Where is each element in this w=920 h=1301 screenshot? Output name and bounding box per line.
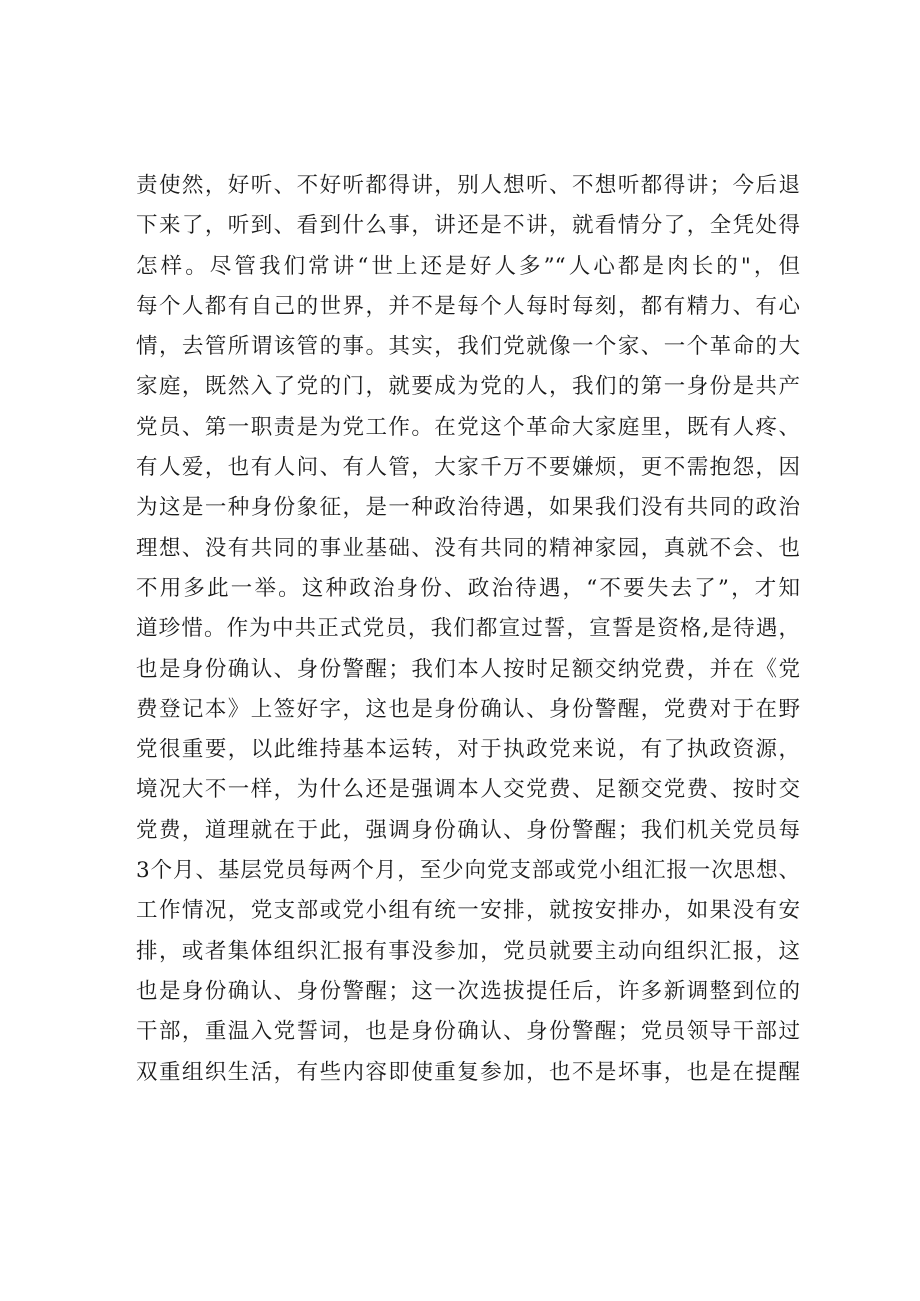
- text-line: 工作情况，党支部或党小组有统一安排，就按安排办，如果没有安: [136, 898, 800, 924]
- text-line: 不用多此一举。这种政治身份、政治待遇，“不要失去了”，才知: [136, 575, 800, 601]
- text-line: 理想、没有共同的事业基础、没有共同的精神家园，真就不会、也: [136, 535, 800, 561]
- text-line: 党员、第一职责是为党工作。在党这个革命大家庭里，既有人疼、: [136, 414, 800, 440]
- text-line: 为这是一种身份象征，是一种政治待遇，如果我们没有共同的政治: [136, 495, 800, 521]
- body-paragraph: [136, 166, 800, 1093]
- text-line: 也是身份确认、身份警醒；我们本人按时足额交纳党费，并在《党: [136, 656, 800, 682]
- text-line: 境况大不一样，为什么还是强调本人交党费、足额交党费、按时交: [136, 777, 800, 803]
- text-line: 3个月、基层党员每两个月，至少向党支部或党小组汇报一次思想、: [136, 858, 800, 884]
- text-line: 排，或者集体组织汇报有事没参加，党员就要主动向组织汇报，这: [136, 938, 800, 964]
- text-line: 怎样。尽管我们常讲“世上还是好人多”“人心都是肉长的"，但: [136, 253, 800, 279]
- text-line: 情，去管所谓该管的事。其实，我们党就像一个家、一个革命的大: [136, 334, 800, 360]
- text-line: 干部，重温入党誓词，也是身份确认、身份警醒；党员领导干部过: [136, 1019, 800, 1045]
- text-line: 每个人都有自己的世界，并不是每个人每时每刻，都有精力、有心: [136, 293, 800, 319]
- text-line: 党费，道理就在于此，强调身份确认、身份警醒；我们机关党员每: [136, 817, 800, 843]
- text-line: 家庭，既然入了党的门，就要成为党的人，我们的第一身份是共产: [136, 374, 800, 400]
- text-line: 费登记本》上签好字，这也是身份确认、身份警醒，党费对于在野: [136, 696, 800, 722]
- text-line: 责使然，好听、不好听都得讲，别人想听、不想听都得讲；今后退: [136, 173, 800, 198]
- text-line: 有人爱，也有人问、有人管，大家千万不要嫌烦，更不需抱怨，因: [136, 455, 800, 481]
- text-line: 党很重要，以此维持基本运转，对于执政党来说，有了执政资源，: [136, 737, 800, 763]
- text-line: 下来了，听到、看到什么事，讲还是不讲，就看情分了，全凭处得: [136, 213, 800, 239]
- text-line: 双重组织生活，有些内容即使重复参加，也不是坏事，也是在提醒: [136, 1059, 800, 1085]
- text-line: 也是身份确认、身份警醒；这一次选拔提任后，许多新调整到位的: [136, 978, 800, 1004]
- text-line: 道珍惜。作为中共正式党员，我们都宣过誓，宣誓是资格,是待遇，: [136, 616, 800, 642]
